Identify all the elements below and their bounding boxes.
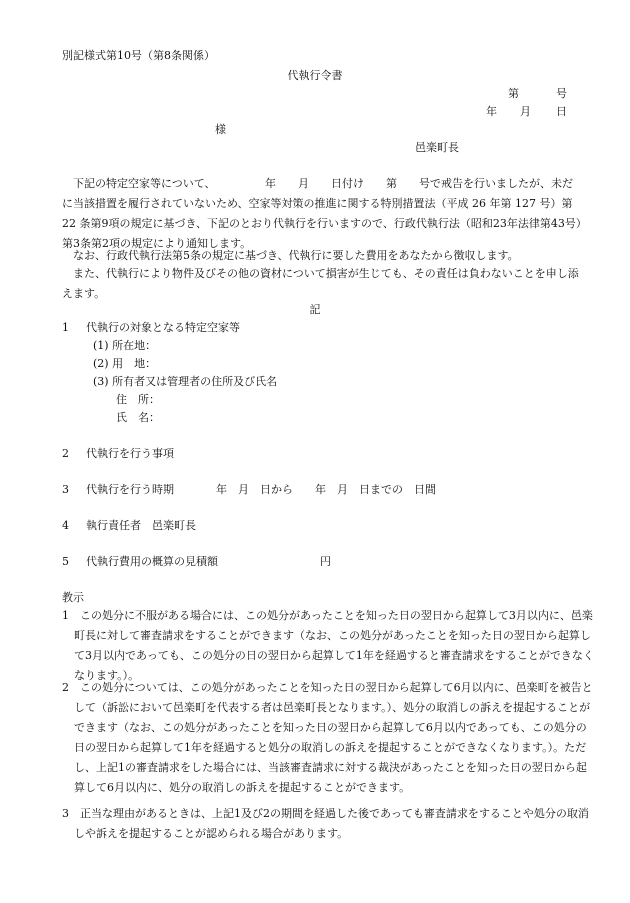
item-1-land: (2) 用 地：: [93, 357, 157, 370]
number-go: 号: [556, 87, 567, 100]
item-3: [62, 480, 174, 500]
item-1-number: 1: [62, 321, 69, 334]
item-2-label: 代執行を行う事項: [86, 447, 174, 460]
addressee-sama: 様: [215, 123, 226, 136]
intro-paragraph-2: なお、行政代執行法第5条の規定に基づき、代執行に要した費用をあなたから徴収します。: [73, 249, 519, 262]
item-5: [62, 552, 218, 572]
notice-2: 2 この処分については、この処分があったことを知った日の翌日から起算して6月以内に、邑楽町を被告として（訴訟において邑楽町を代表する者は邑楽町長となります。）、処分の取消しの訴えを提起することができます（なお、この処分があったことを知った日の翌日から起算して6月以内であっても、この処分の日の翌日から起算して1年を経過すると処分の取消しの訴えを提起することができなくなります。）。ただし、上記1の審査請求をした場合には、当該審査請求に対する裁決があったことを知った日の翌日から起算して6月以内に、処分の取消しの訴えを提起することができます。: [62, 681, 593, 794]
intro-paragraph-3: また、代執行により物件及びその他の資材について損害が生じても、その責任は負わないことを申し添えます。: [62, 267, 579, 300]
item-4-number: 4: [62, 519, 69, 532]
item-2-number: 2: [62, 447, 69, 460]
item-5-label: 代執行費用の概算の見積額: [86, 555, 218, 568]
ki-heading: 記: [309, 303, 321, 316]
notice-1: 1 この処分に不服がある場合には、この処分があったことを知った日の翌日から起算して3月以内に、邑楽町長に対して審査請求をすることができます（なお、この処分があったことを知った日の翌日から起算して3月以内であっても、この処分の日の翌日から起算して1年を経過すると審査請求をすることができなくなります。）。: [62, 609, 594, 682]
intro-paragraph-1: 下記の特定空家等について、 年 月 日付け 第 号で戒告を行いましたが、未だに当該措置を履行されていないため、空家等対策の推進に関する特別措置法（平成 26 年第 127 号）第 22 条第9項の規定に基づき、下記のとおり代執行を行いますので、行政代執行法（昭和23年法律第43号）第3条第2項の規定により通知します。: [62, 177, 582, 250]
document-title: 代執行令書: [287, 69, 343, 82]
issuer-name: 邑楽町長: [415, 141, 459, 154]
item-1-location: (1) 所在地：: [93, 339, 157, 352]
item-1-owner-name: 氏 名：: [116, 411, 160, 424]
date-hi: 日: [556, 105, 567, 118]
item-1-owner: (3) 所有者又は管理者の住所及び氏名: [93, 375, 278, 388]
item-5-number: 5: [62, 555, 69, 568]
date-tsuki: 月: [520, 105, 531, 118]
form-label: 別記様式第10号（第8条関係）: [62, 49, 215, 62]
item-4: [62, 516, 196, 536]
item-5-unit: 円: [320, 555, 331, 568]
notice-3: 3 正当な理由があるときは、上記1及び2の期間を経過した後であっても審査請求をすることや処分の取消しや訴えを提起することが認められる場合があります。: [62, 807, 589, 840]
item-1: [62, 318, 240, 338]
item-3-period: 年 月 日から 年 月 日までの 日間: [216, 483, 436, 496]
item-3-label: 代執行を行う時期: [86, 483, 174, 496]
notice-heading: 教示: [62, 591, 84, 604]
item-4-label: 執行責任者 邑楽町長: [86, 519, 196, 532]
item-2: [62, 444, 174, 464]
number-dai: 第: [508, 87, 519, 100]
item-1-owner-address: 住 所：: [116, 393, 160, 406]
item-1-label: 代執行の対象となる特定空家等: [86, 321, 240, 334]
item-3-number: 3: [62, 483, 69, 496]
date-nen: 年: [486, 105, 497, 118]
